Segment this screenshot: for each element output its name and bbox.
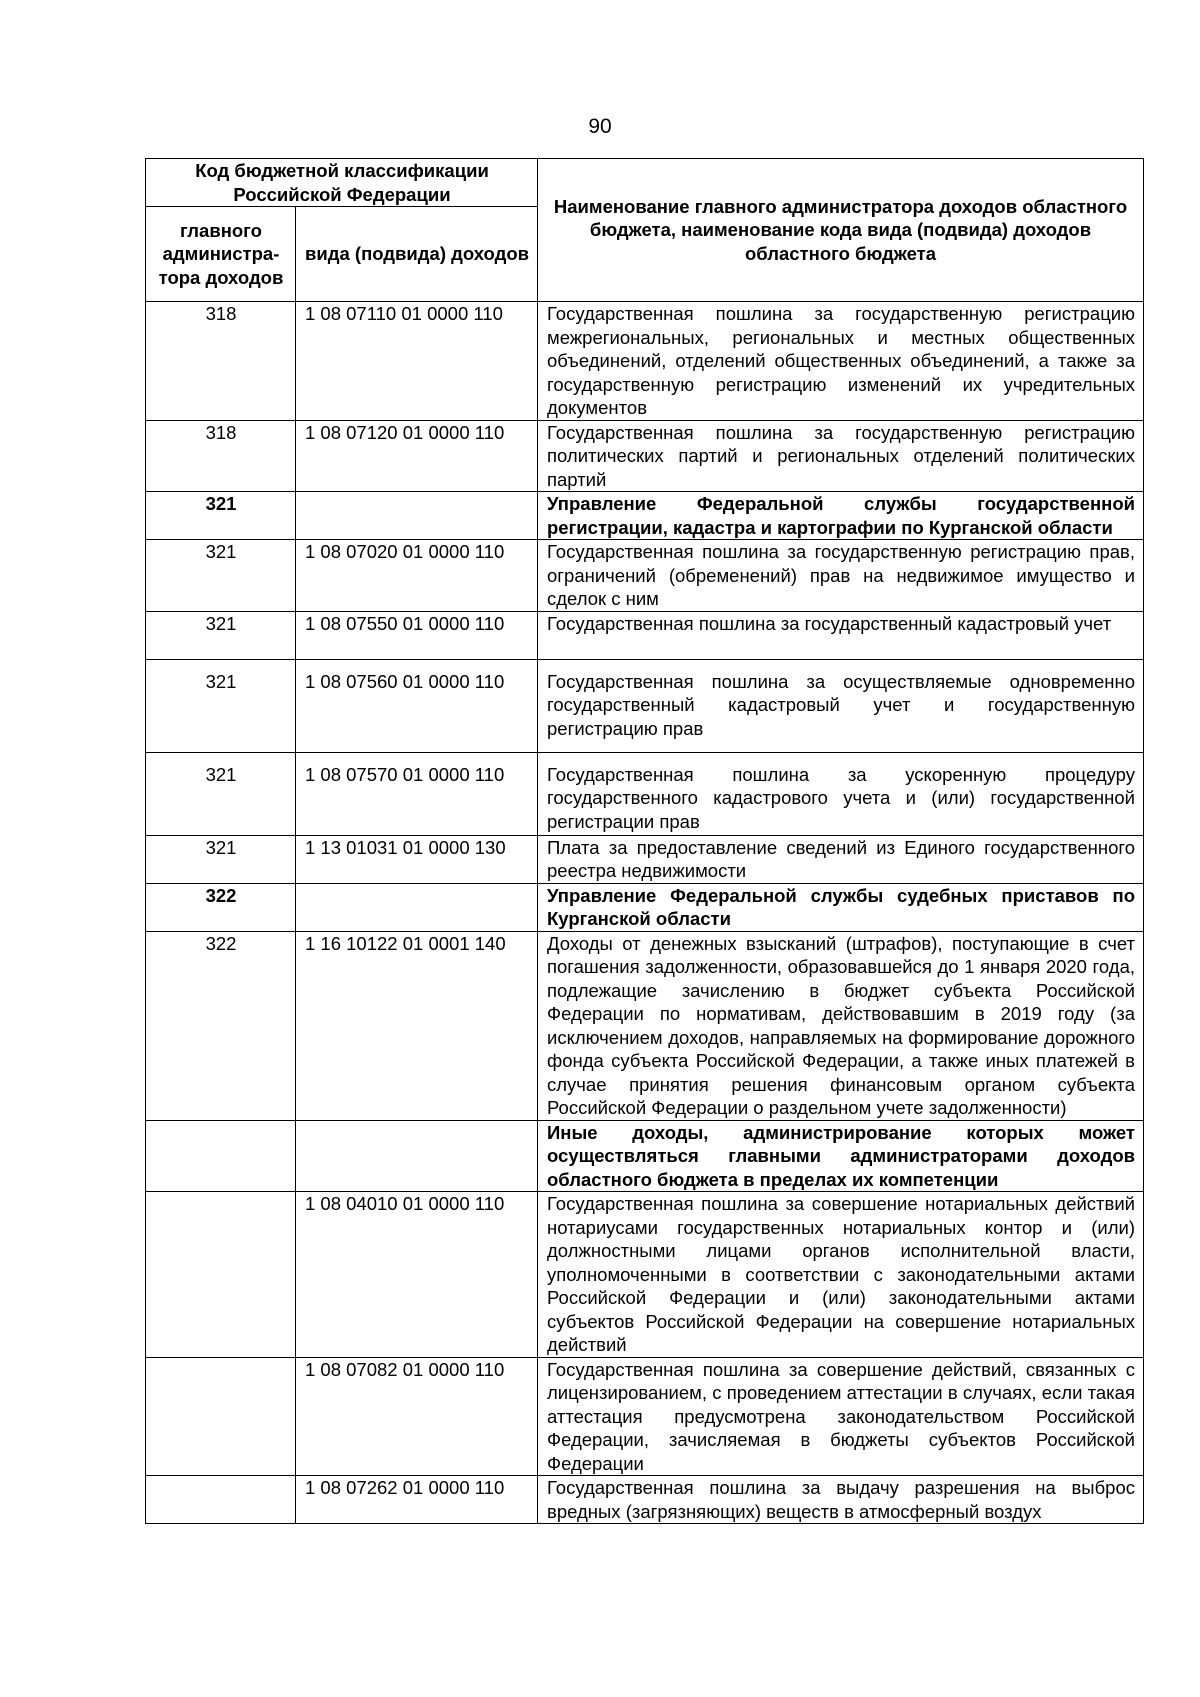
header-type-column: вида (подвида) доходов (296, 207, 538, 302)
income-name-cell: Государственная пошлина за выдачу разрешения на выброс вредных (загрязняющих) веществ в атмосферный воздух (538, 1476, 1144, 1524)
admin-code-cell: 321 (146, 752, 296, 835)
income-type-code-cell: 1 13 01031 01 0000 130 (296, 835, 538, 883)
admin-code-cell (146, 1120, 296, 1192)
income-name-cell: Государственная пошлина за осуществляемые одновременно государственный кадастровый учет и государственную регистрацию прав (538, 659, 1144, 752)
table-row (146, 611, 1144, 659)
administrator-name-cell: Управление Федеральной службы судебных приставов по Курганской области (538, 883, 1144, 931)
income-type-code-cell: 1 08 04010 01 0000 110 (296, 1192, 538, 1358)
admin-code-cell: 321 (146, 659, 296, 752)
income-type-code-cell (296, 883, 538, 931)
income-name-cell: Государственная пошлина за ускоренную процедуру государственного кадастрового учета и (или) государственной регистрации прав (538, 752, 1144, 835)
table-row (146, 931, 1144, 1120)
section-heading-cell: Иные доходы, администрирование которых может осуществляться главными администраторами доходов областного бюджета в пределах их компетенции (538, 1120, 1144, 1192)
admin-code-cell (146, 1357, 296, 1476)
table-row (146, 420, 1144, 492)
admin-code-cell: 321 (146, 540, 296, 612)
admin-code-cell: 322 (146, 883, 296, 931)
income-name-cell: Государственная пошлина за совершение действий, связанных с лицензированием, с проведением аттестации в случаях, если такая аттестация предусмотрена законодательством Российской Федерации, зачисляемая в бюджеты субъектов Российской Федерации (538, 1357, 1144, 1476)
table-row (146, 835, 1144, 883)
income-type-code-cell: 1 16 10122 01 0001 140 (296, 931, 538, 1120)
income-name-cell: Доходы от денежных взысканий (штрафов), поступающие в счет погашения задолженности, образовавшейся до 1 января 2020 года, подлежащие зачислению в бюджет субъекта Российской Федерации по нормативам, действовавшим в 2019 году (за исключением доходов, направляемых на формирование дорожного фонда субъекта Российской Федерации, а также иных платежей в случае принятия решения финансовым органом субъекта Российской Федерации о раздельном учете задолженности) (538, 931, 1144, 1120)
table-row-administrator-heading (146, 883, 1144, 931)
income-name-cell: Государственная пошлина за государственный кадастровый учет (538, 611, 1144, 659)
table-row (146, 1476, 1144, 1524)
income-type-code-cell: 1 08 07560 01 0000 110 (296, 659, 538, 752)
header-row-group (146, 159, 1144, 207)
admin-code-cell: 322 (146, 931, 296, 1120)
admin-code-cell: 321 (146, 492, 296, 540)
income-type-code-cell: 1 08 07082 01 0000 110 (296, 1357, 538, 1476)
income-type-code-cell: 1 08 07020 01 0000 110 (296, 540, 538, 612)
admin-code-cell (146, 1476, 296, 1524)
header-name-column: Наименование главного администратора доходов областного бюджета, наименование кода вида (подвида) доходов областного бюджета (538, 159, 1144, 302)
header-admin-column: главного администра-тора доходов (146, 207, 296, 302)
table-row (146, 540, 1144, 612)
administrator-name-cell: Управление Федеральной службы государственной регистрации, кадастра и картографии по Курганской области (538, 492, 1144, 540)
budget-classification-table (145, 158, 1144, 1524)
income-type-code-cell: 1 08 07120 01 0000 110 (296, 420, 538, 492)
table-row (146, 752, 1144, 835)
admin-code-cell: 318 (146, 420, 296, 492)
admin-code-cell: 318 (146, 302, 296, 421)
income-type-code-cell (296, 1120, 538, 1192)
header-budget-code-group: Код бюджетной классификации Российской Федерации (146, 159, 538, 207)
income-name-cell: Государственная пошлина за государственную регистрацию политических партий и региональных отделений политических партий (538, 420, 1144, 492)
table-row (146, 1357, 1144, 1476)
income-name-cell: Государственная пошлина за государственную регистрацию прав, ограничений (обременений) прав на недвижимое имущество и сделок с ним (538, 540, 1144, 612)
income-name-cell: Государственная пошлина за государственную регистрацию межрегиональных, региональных и местных общественных объединений, отделений общественных объединений, а также за государственную регистрацию изменений их учредительных документов (538, 302, 1144, 421)
admin-code-cell: 321 (146, 835, 296, 883)
table-row (146, 659, 1144, 752)
page-number: 90 (588, 115, 612, 138)
admin-code-cell: 321 (146, 611, 296, 659)
income-type-code-cell (296, 492, 538, 540)
income-type-code-cell: 1 08 07262 01 0000 110 (296, 1476, 538, 1524)
income-type-code-cell: 1 08 07550 01 0000 110 (296, 611, 538, 659)
table-row-administrator-heading (146, 492, 1144, 540)
table-row-section-heading (146, 1120, 1144, 1192)
admin-code-cell (146, 1192, 296, 1358)
income-type-code-cell: 1 08 07570 01 0000 110 (296, 752, 538, 835)
income-name-cell: Плата за предоставление сведений из Единого государственного реестра недвижимости (538, 835, 1144, 883)
income-type-code-cell: 1 08 07110 01 0000 110 (296, 302, 538, 421)
income-name-cell: Государственная пошлина за совершение нотариальных действий нотариусами государственных нотариальных контор и (или) должностными лицами органов исполнительной власти, уполномоченными в соответствии с законодательными актами Российской Федерации и (или) законодательными актами субъектов Российской Федерации на совершение нотариальных действий (538, 1192, 1144, 1358)
table-row (146, 1192, 1144, 1358)
table-row (146, 302, 1144, 421)
